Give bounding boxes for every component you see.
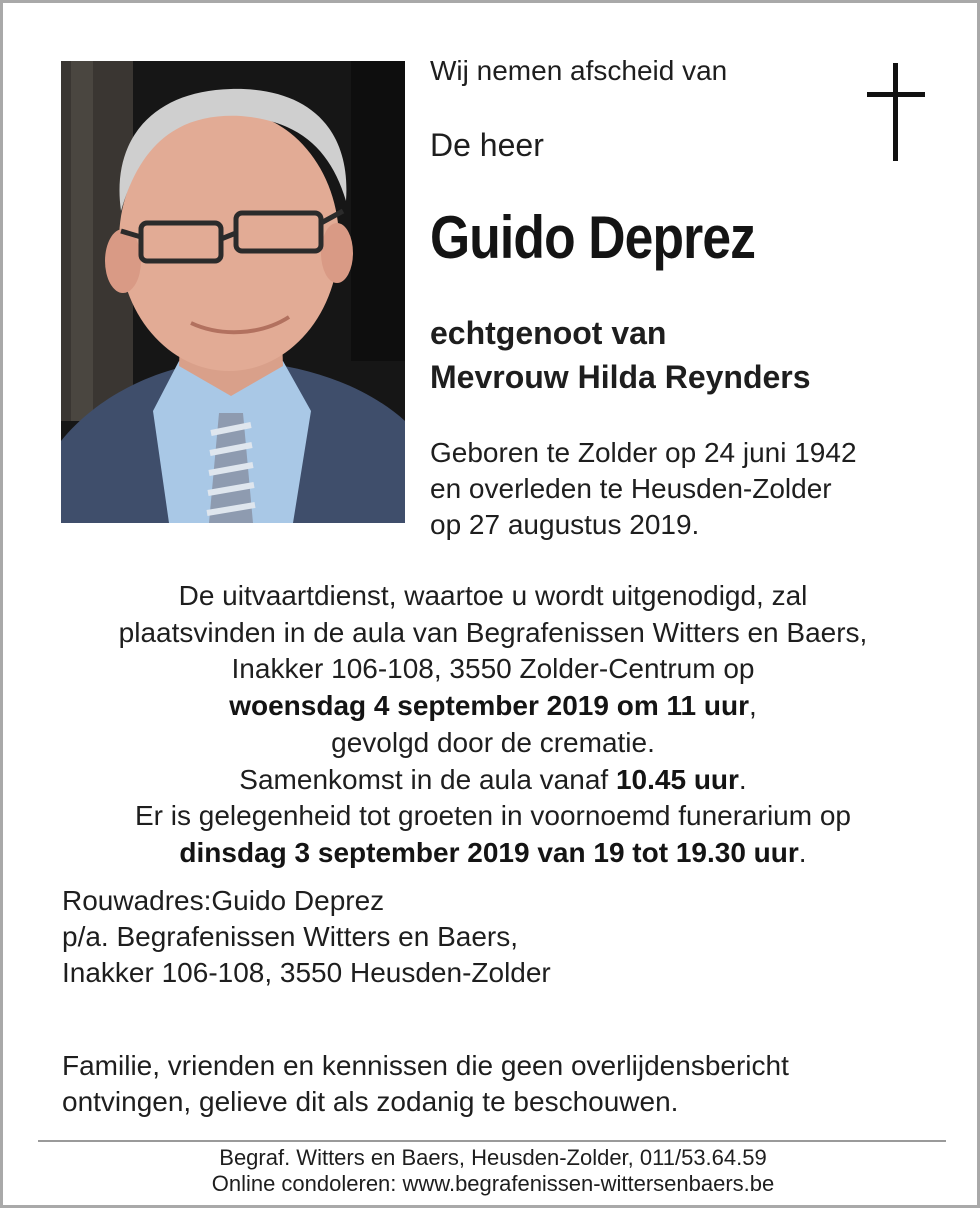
cross-icon — [865, 63, 927, 163]
spouse-label: echtgenoot van — [430, 315, 667, 351]
service-line-7: Er is gelegenheid tot groeten in voornoemd funerarium op — [135, 800, 851, 832]
notice-line-1: Familie, vrienden en kennissen die geen overlijdensbericht — [62, 1050, 789, 1081]
intro-text: Wij nemen afscheid van — [430, 55, 728, 86]
service-line-1: De uitvaartdienst, waartoe u wordt uitgenodigd, zal — [178, 580, 808, 611]
service-line-3: Inakker 106-108, 3550 Zolder-Centrum op — [231, 653, 755, 685]
service-line-2: plaatsvinden in de aula van Begrafenissen Witters en Baers, — [118, 616, 868, 648]
deceased-name: Guido Deprez — [430, 204, 756, 271]
address-line-1: Rouwadres:Guido Deprez — [62, 885, 385, 916]
death-place-line: en overleden te Heusden-Zolder — [430, 473, 832, 504]
visit-date: dinsdag 3 september 2019 van 19 tot 19.30 uur — [179, 836, 799, 868]
birth-death-block — [430, 435, 857, 543]
death-date-line: op 27 augustus 2019. — [430, 509, 700, 540]
visit-line: dinsdag 3 september 2019 van 19 tot 19.30 uur. — [179, 836, 807, 868]
funeral-home-contact: Begraf. Witters en Baers, Heusden-Zolder, 011/53.64.59 — [219, 1145, 767, 1170]
service-line-5: gevolgd door de crematie. — [331, 726, 655, 758]
service-date: woensdag 4 september 2019 om 11 uur — [229, 690, 749, 722]
service-date-line: woensdag 4 september 2019 om 11 uur, — [229, 690, 757, 722]
portrait-illustration — [61, 61, 405, 523]
portrait-photo — [61, 61, 405, 523]
condolence-link[interactable]: Online condoleren: www.begrafenissen-wittersenbaers.be — [211, 1171, 775, 1196]
notice-text — [62, 1048, 789, 1120]
gathering-time: 10.45 uur — [615, 763, 739, 795]
address-line-2: p/a. Begrafenissen Witters en Baers, — [62, 921, 518, 952]
notice-line-2: ontvingen, gelieve dit als zodanig te beschouwen. — [62, 1086, 679, 1117]
mourning-address — [62, 883, 551, 991]
birth-line: Geboren te Zolder op 24 juni 1942 — [430, 437, 857, 468]
footer-divider — [38, 1140, 946, 1142]
funeral-service-block — [33, 578, 953, 872]
spouse-name: Mevrouw Hilda Reynders — [430, 359, 811, 395]
address-line-3: Inakker 106-108, 3550 Heusden-Zolder — [62, 957, 551, 988]
gathering-line: Samenkomst in de aula vanaf 10.45 uur. — [239, 763, 747, 795]
salutation: De heer — [430, 127, 544, 163]
footer — [33, 1145, 953, 1197]
